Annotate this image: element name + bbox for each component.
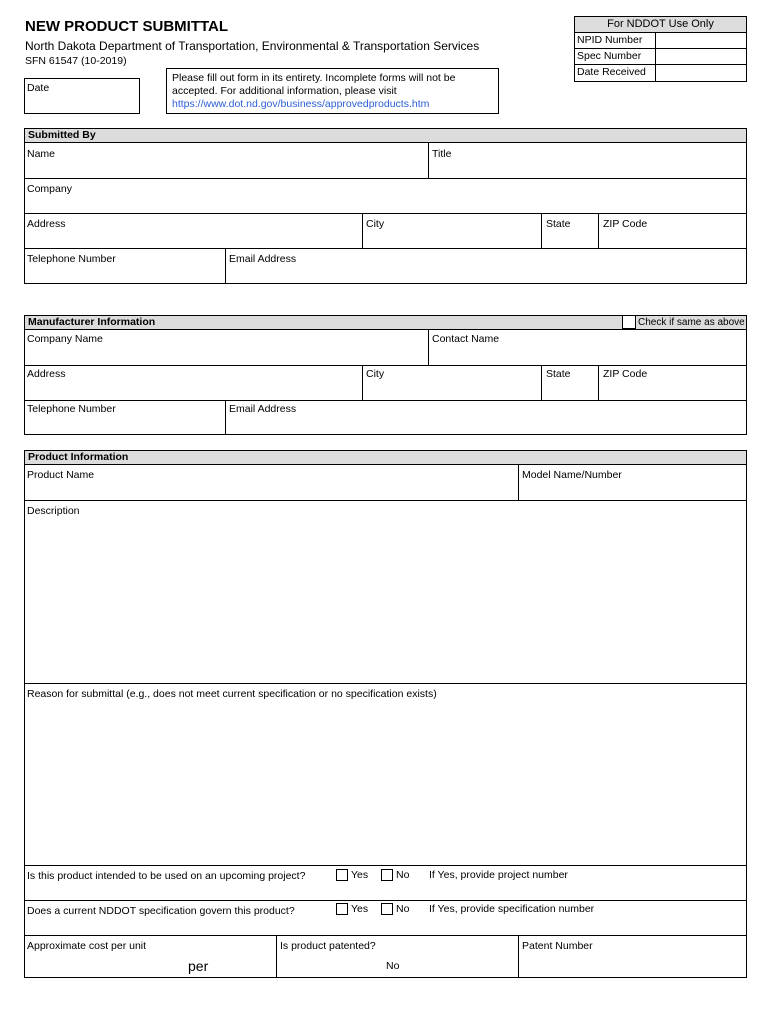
cost-per-unit-field[interactable]: Approximate cost per unit [27,940,147,952]
date-label: Date [27,82,50,94]
date-field[interactable] [24,78,140,114]
q2-yes-checkbox[interactable] [336,903,348,915]
form-number: SFN 61547 (10-2019) [25,55,127,67]
same-as-above-label: Check if same as above [638,317,745,328]
manufacturer-heading-text: Manufacturer Information [28,316,156,328]
spec-label: Spec Number [577,50,642,62]
spec-govern-question: Does a current NDDOT specification govern this product? [27,905,295,917]
department-name: North Dakota Department of Transportation, Environmental & Transportation Services [25,39,480,53]
upcoming-project-question: Is this product intended to be used on an upcoming project? [27,870,306,882]
patented-select[interactable]: No [386,960,400,972]
submitted-company-field[interactable]: Company [27,183,72,195]
q1-yes-label: Yes [351,869,369,881]
manufacturer-section [24,329,747,435]
submitted-name-field[interactable]: Name [27,148,56,160]
patented-question: Is product patented? [280,940,376,952]
product-name-field[interactable]: Product Name [27,469,95,481]
q2-no-label: No [396,903,410,915]
product-heading: Product Information [24,450,747,465]
note-line-1: Please fill out form in its entirety. Incomplete forms will not be [172,72,456,84]
submitted-state-field[interactable]: State [546,218,571,230]
mfr-city-field[interactable]: City [366,368,385,380]
npid-number-field[interactable] [575,33,746,49]
note-line-2: accepted. For additional information, please visit [172,85,397,97]
approved-products-link[interactable]: https://www.dot.nd.gov/business/approvedproducts.htm [172,98,430,110]
submitted-city-field[interactable]: City [366,218,385,230]
cost-per-label: per [188,958,209,974]
mfr-state-field[interactable]: State [546,368,571,380]
q1-yes-checkbox[interactable] [336,869,348,881]
q1-no-checkbox[interactable] [381,869,393,881]
q2-yes-label: Yes [351,903,369,915]
mfr-zip-field[interactable]: ZIP Code [603,368,648,380]
mfr-contact-field[interactable]: Contact Name [432,333,500,345]
form-title: NEW PRODUCT SUBMITTAL [25,18,229,35]
submitted-phone-field[interactable]: Telephone Number [27,253,116,265]
submitted-address-field[interactable]: Address [27,218,66,230]
model-number-field[interactable]: Model Name/Number [522,469,622,481]
mfr-email-field[interactable]: Email Address [229,403,297,415]
submitted-by-heading: Submitted By [24,128,747,143]
npid-label: NPID Number [577,34,643,46]
spec-number-field[interactable] [575,49,746,65]
description-field[interactable]: Description [27,505,80,517]
mfr-phone-field[interactable]: Telephone Number [27,403,116,415]
date-received-label: Date Received [577,66,646,78]
mfr-company-field[interactable]: Company Name [27,333,103,345]
same-as-above-checkbox[interactable] [622,315,636,329]
nddot-heading: For NDDOT Use Only [575,17,746,33]
q1-no-label: No [396,869,410,881]
mfr-address-field[interactable]: Address [27,368,66,380]
q2-no-checkbox[interactable] [381,903,393,915]
nddot-use-only-box [574,16,747,82]
project-number-field[interactable]: If Yes, provide project number [429,869,568,881]
instructions-note [166,68,499,114]
spec-number-field[interactable]: If Yes, provide specification number [429,903,595,915]
patent-number-field[interactable]: Patent Number [522,940,593,952]
submitted-email-field[interactable]: Email Address [229,253,297,265]
submitted-title-field[interactable]: Title [432,148,452,160]
submitted-zip-field[interactable]: ZIP Code [603,218,648,230]
date-received-field[interactable] [575,65,746,81]
reason-field[interactable]: Reason for submittal (e.g., does not meet current specification or no specification exists) [27,688,437,700]
